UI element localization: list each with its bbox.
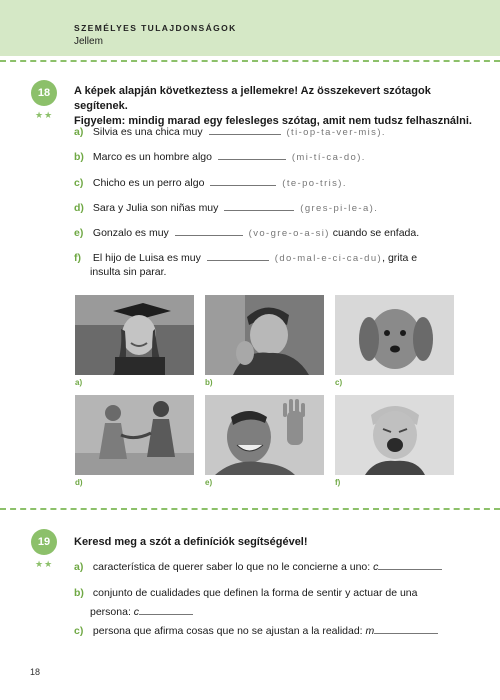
answer-blank[interactable] xyxy=(139,605,193,615)
item-text: característica de querer saber lo que no le concierne a uno: xyxy=(92,561,371,573)
exercise-instruction: Keresd meg a szót a definíciók segítségével! xyxy=(74,536,308,548)
item-label: a) xyxy=(74,561,84,573)
item-continuation: insulta sin parar. xyxy=(90,266,167,278)
first-letter: c xyxy=(373,561,379,573)
first-letter: c xyxy=(133,606,140,618)
exercise-number-badge: 19 xyxy=(31,529,57,555)
exercise-item xyxy=(74,560,445,575)
page-number: 18 xyxy=(30,667,41,677)
answer-blank[interactable] xyxy=(175,226,243,236)
photo-graduate xyxy=(75,295,194,375)
answer-blank[interactable] xyxy=(209,125,281,135)
exercise-item xyxy=(74,150,366,165)
item-text: conjunto de cualidades que definen la forma de sentir y actuar de una xyxy=(92,587,418,599)
exercise-item xyxy=(74,176,347,191)
syllable-hint: (mi-tí-ca-do). xyxy=(291,152,366,163)
instruction-line: A képek alapján következtess a jellemekre! Az összekevert szótagok segítenek. xyxy=(74,85,431,112)
item-text-after: , grita e xyxy=(382,252,418,264)
syllable-hint: (vo-gre-o-a-si) xyxy=(248,228,330,239)
photo-shouting-boy xyxy=(335,395,454,475)
photo-laughing-man xyxy=(205,395,324,475)
photo-two-girls xyxy=(75,395,194,475)
instruction-line: Figyelem: mindig marad egy felesleges szótag, amit nem tudsz felhasználni. xyxy=(74,115,472,127)
item-label: f) xyxy=(74,252,81,264)
page-header xyxy=(0,0,500,56)
item-text-after: cuando se enfada. xyxy=(332,227,420,239)
exercise-item xyxy=(74,125,386,140)
item-label: c) xyxy=(74,625,84,637)
item-text: Chicho es un perro algo xyxy=(92,177,205,189)
photo-label: c) xyxy=(335,378,343,387)
item-text: persona que afirma cosas que no se ajustan a la realidad: xyxy=(92,625,363,637)
answer-blank[interactable] xyxy=(378,560,442,570)
answer-blank[interactable] xyxy=(374,624,438,634)
item-text: persona: xyxy=(90,606,131,618)
item-label: d) xyxy=(74,202,84,214)
divider xyxy=(0,508,500,510)
difficulty-stars: ★★ xyxy=(35,559,54,569)
photo-label: f) xyxy=(335,478,341,487)
exercise-item xyxy=(74,201,378,216)
first-letter: m xyxy=(365,625,375,637)
item-text: El hijo de Luisa es muy xyxy=(92,252,201,264)
answer-blank[interactable] xyxy=(224,201,294,211)
answer-blank[interactable] xyxy=(210,176,276,186)
item-text: Silvia es una chica muy xyxy=(92,126,203,138)
exercise-item xyxy=(74,251,417,266)
syllable-hint: (ti-op-ta-ver-mis). xyxy=(286,127,386,138)
item-label: c) xyxy=(74,177,84,189)
difficulty-stars: ★★ xyxy=(35,110,54,120)
exercise-number-badge: 18 xyxy=(31,80,57,106)
photo-label: b) xyxy=(205,378,213,387)
item-label: b) xyxy=(74,151,84,163)
photo-puppy xyxy=(335,295,454,375)
syllable-hint: (gres-pi-le-a). xyxy=(300,203,379,214)
exercise-instruction xyxy=(74,84,474,129)
exercise-item xyxy=(74,624,441,639)
section-title: SZEMÉLYES TULAJDONSÁGOK xyxy=(74,23,237,33)
photo-label: e) xyxy=(205,478,213,487)
item-continuation xyxy=(90,605,196,620)
photo-young-man xyxy=(205,295,324,375)
syllable-hint: (te-po-tris). xyxy=(282,178,347,189)
section-subtitle: Jellem xyxy=(74,36,103,47)
photo-label: d) xyxy=(75,478,83,487)
answer-blank[interactable] xyxy=(218,150,286,160)
item-label: e) xyxy=(74,227,84,239)
photo-label: a) xyxy=(75,378,83,387)
syllable-hint: (do-mal-e-ci-ca-du) xyxy=(274,253,383,264)
item-text: Sara y Julia son niñas muy xyxy=(92,202,219,214)
divider xyxy=(0,60,500,62)
item-label: b) xyxy=(74,587,84,599)
answer-blank[interactable] xyxy=(207,251,269,261)
item-label: a) xyxy=(74,126,84,138)
exercise-item xyxy=(74,586,417,601)
item-text: Gonzalo es muy xyxy=(92,227,169,239)
exercise-item xyxy=(74,226,419,241)
item-text: Marco es un hombre algo xyxy=(92,151,212,163)
